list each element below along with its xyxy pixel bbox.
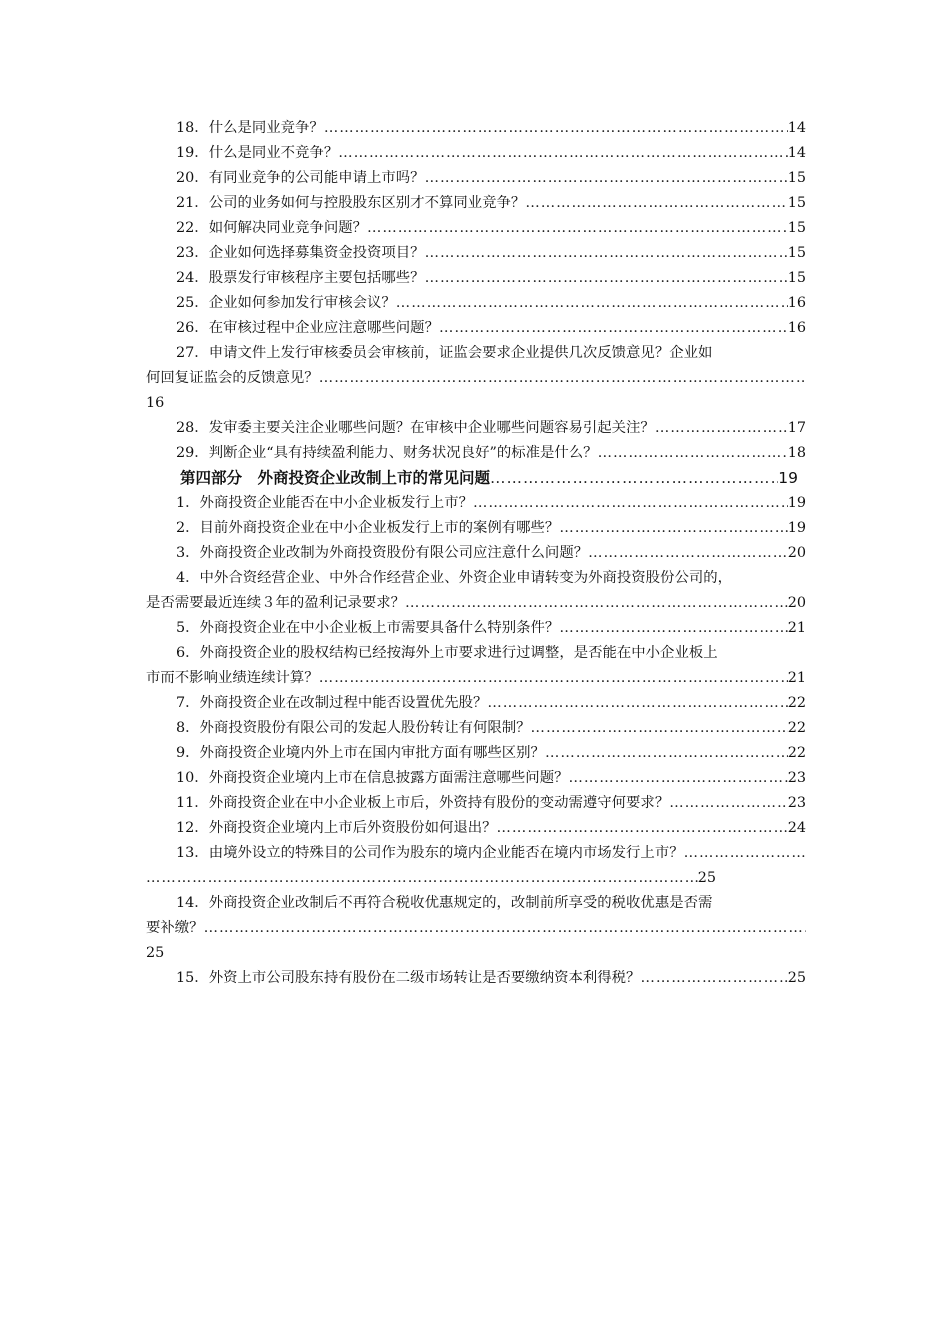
toc-entry-page: 16 xyxy=(787,295,806,311)
toc-entry-line[interactable] xyxy=(146,641,806,666)
dot-leader xyxy=(655,416,788,441)
toc-entry[interactable] xyxy=(146,741,806,766)
toc-entry-title: 25．企业如何参加发行审核会议？ xyxy=(176,295,396,311)
dot-leader xyxy=(425,166,788,191)
dot-leader xyxy=(525,191,787,216)
dot-leader xyxy=(367,216,788,241)
dot-leader xyxy=(559,516,787,541)
toc-entry-page: 19 xyxy=(787,495,806,511)
toc-entry[interactable] xyxy=(146,541,806,566)
toc-entry-title: 12．外商投资企业境内上市后外资股份如何退出？ xyxy=(176,820,497,836)
toc-entry-page: 15 xyxy=(787,245,806,261)
toc-entry-page: 15 xyxy=(787,170,806,186)
toc-entry[interactable] xyxy=(146,516,806,541)
toc-entry-title: 11．外商投资企业在中小企业板上市后，外资持有股份的变动需遵守何要求？ xyxy=(176,795,670,811)
dot-leader xyxy=(396,291,788,316)
toc-entry[interactable] xyxy=(146,491,806,516)
toc-entry-title: 29．判断企业“具有持续盈利能力、财务状况良好”的标准是什么？ xyxy=(176,445,598,461)
toc-entry-page: 25 xyxy=(787,970,806,986)
toc-entry-title: 15．外资上市公司股东持有股份在二级市场转让是否要缴纳资本利得税？ xyxy=(176,970,641,986)
toc-entry[interactable] xyxy=(146,216,806,241)
dot-leader xyxy=(473,491,788,516)
toc-entry-title: 28．发审委主要关注企业哪些问题？在审核中企业哪些问题容易引起关注？ xyxy=(176,420,655,436)
toc-entry-page: 15 xyxy=(787,195,806,211)
toc-entry-page: 14 xyxy=(787,145,806,161)
toc-entry-title: 20．有同业竞争的公司能申请上市吗？ xyxy=(176,170,425,186)
dot-leader xyxy=(497,816,788,841)
toc-entry-title: 27．申请文件上发行审核委员会审核前，证监会要求企业提供几次反馈意见？企业如 xyxy=(176,345,713,361)
toc-entry[interactable] xyxy=(146,291,806,316)
dot-leader xyxy=(204,916,806,941)
toc-entry-page: 18 xyxy=(787,445,806,461)
dot-leader xyxy=(405,591,788,616)
toc-entry-line[interactable] xyxy=(146,366,806,391)
toc-entry-page: 15 xyxy=(787,220,806,236)
dot-leader xyxy=(598,441,788,466)
toc-entry[interactable] xyxy=(146,791,806,816)
toc-entry[interactable] xyxy=(146,316,806,341)
dot-leader xyxy=(588,541,788,566)
toc-entry-title-cont: 要补缴？ xyxy=(146,920,204,936)
toc-entry[interactable] xyxy=(146,416,806,441)
toc-entry-page: 21 xyxy=(787,670,806,686)
toc-entry-line[interactable] xyxy=(146,591,806,616)
dot-leader xyxy=(545,741,788,766)
toc-entry-page: 14 xyxy=(787,120,806,136)
toc-entry-page: 15 xyxy=(787,270,806,286)
toc-entry-page: 20 xyxy=(787,595,806,611)
toc-entry-page: 20 xyxy=(787,545,806,561)
toc-entry-line[interactable] xyxy=(146,341,806,366)
toc-entry-title: 5．外商投资企业在中小企业板上市需要具备什么特别条件？ xyxy=(176,620,560,636)
toc-entry[interactable] xyxy=(146,266,806,291)
toc-entry-title: 18．什么是同业竞争？ xyxy=(176,120,324,136)
toc-entry-title: 8．外商投资股份有限公司的发起人股份转让有何限制？ xyxy=(176,720,531,736)
toc-entry-line[interactable] xyxy=(146,841,806,866)
toc-entry-title: 22．如何解决同业竞争问题？ xyxy=(176,220,367,236)
toc-entry-page: 25 xyxy=(146,945,165,961)
dot-leader xyxy=(439,316,788,341)
toc-entry-line[interactable] xyxy=(146,866,716,891)
toc-entry-line[interactable] xyxy=(146,916,806,941)
toc-entry-title: 21．公司的业务如何与控股股东区别才不算同业竞争？ xyxy=(176,195,526,211)
toc-entry-page: 17 xyxy=(787,420,806,436)
toc-entry-title: 13．由境外设立的特殊目的公司作为股东的境内企业能否在境内市场发行上市？ xyxy=(176,845,684,861)
toc-entry-title: 1．外商投资企业能否在中小企业板发行上市？ xyxy=(176,495,473,511)
toc-entry-title: 10．外商投资企业境内上市在信息披露方面需注意哪些问题？ xyxy=(176,770,569,786)
toc-entry[interactable] xyxy=(146,166,806,191)
toc-section-heading[interactable] xyxy=(152,466,798,491)
toc-entry-title: 9．外商投资企业境内外上市在国内审批方面有哪些区别？ xyxy=(176,745,545,761)
toc-entry-line[interactable] xyxy=(146,666,806,691)
toc-entry-title: 19．什么是同业不竞争？ xyxy=(176,145,339,161)
dot-leader xyxy=(425,266,788,291)
toc-entry-line[interactable] xyxy=(146,941,806,966)
toc-entry[interactable] xyxy=(146,816,806,841)
toc-entry[interactable] xyxy=(146,141,806,166)
toc-entry-line[interactable] xyxy=(146,891,806,916)
toc-entry-title: 4．中外合资经营企业、中外合作经营企业、外资企业申请转变为外商投资股份公司的， xyxy=(176,570,733,586)
toc-entry-page: 22 xyxy=(787,695,806,711)
dot-leader xyxy=(684,841,806,866)
toc-entry-page: 22 xyxy=(787,720,806,736)
dot-leader xyxy=(146,866,698,891)
toc-entry-title: 23．企业如何选择募集资金投资项目？ xyxy=(176,245,425,261)
toc-entry[interactable] xyxy=(146,116,806,141)
section-title: 第四部分 外商投资企业改制上市的常见问题 xyxy=(180,469,491,487)
toc-entry-page: 21 xyxy=(787,620,806,636)
toc-entry[interactable] xyxy=(146,766,806,791)
toc-entry-title-cont: 是否需要最近连续３年的盈利记录要求？ xyxy=(146,595,406,611)
toc-entry-title: 24．股票发行审核程序主要包括哪些？ xyxy=(176,270,425,286)
toc-entry-page: 23 xyxy=(787,795,806,811)
toc-entry-title-cont: 市而不影响业绩连续计算？ xyxy=(146,670,319,686)
toc-entry[interactable] xyxy=(146,966,806,991)
toc-entry-page: 16 xyxy=(787,320,806,336)
toc-entry[interactable] xyxy=(146,441,806,466)
dot-leader xyxy=(559,616,787,641)
dot-leader xyxy=(319,366,806,391)
toc-entry[interactable] xyxy=(146,716,806,741)
dot-leader xyxy=(640,966,787,991)
dot-leader xyxy=(425,241,788,266)
toc-entry-page: 16 xyxy=(146,395,165,411)
toc-entry[interactable] xyxy=(146,691,806,716)
toc-entry-page: 25 xyxy=(697,870,716,886)
dot-leader xyxy=(490,466,778,491)
toc-entry-page: 24 xyxy=(787,820,806,836)
toc-entry-line[interactable] xyxy=(146,566,806,591)
toc-entry-page: 23 xyxy=(787,770,806,786)
toc-entry-line[interactable] xyxy=(146,391,806,416)
toc-entry-title: 14．外商投资企业改制后不再符合税收优惠规定的，改制前所享受的税收优惠是否需 xyxy=(176,895,713,911)
dot-leader xyxy=(669,791,787,816)
toc-entry-page: 22 xyxy=(787,745,806,761)
dot-leader xyxy=(319,666,788,691)
toc-entry-title-cont: 何回复证监会的反馈意见？ xyxy=(146,370,319,386)
toc-entry-title: 6．外商投资企业的股权结构已经按海外上市要求进行过调整，是否能在中小企业板上 xyxy=(176,645,718,661)
dot-leader xyxy=(324,116,788,141)
dot-leader xyxy=(568,766,787,791)
toc-entry[interactable] xyxy=(146,191,806,216)
toc-entry[interactable] xyxy=(146,616,806,641)
toc-entry-page: 19 xyxy=(787,520,806,536)
toc-entry-title: 3．外商投资企业改制为外商投资股份有限公司应注意什么问题？ xyxy=(176,545,589,561)
dot-leader xyxy=(531,716,788,741)
dot-leader xyxy=(487,691,787,716)
toc-entry-title: 7．外商投资企业在改制过程中能否设置优先股？ xyxy=(176,695,488,711)
toc-entry-title: 26．在审核过程中企业应注意哪些问题？ xyxy=(176,320,439,336)
section-page: 19 xyxy=(778,469,798,487)
toc-entry[interactable] xyxy=(146,241,806,266)
dot-leader xyxy=(338,141,787,166)
toc-entry-title: 2．目前外商投资企业在中小企业板发行上市的案例有哪些？ xyxy=(176,520,560,536)
